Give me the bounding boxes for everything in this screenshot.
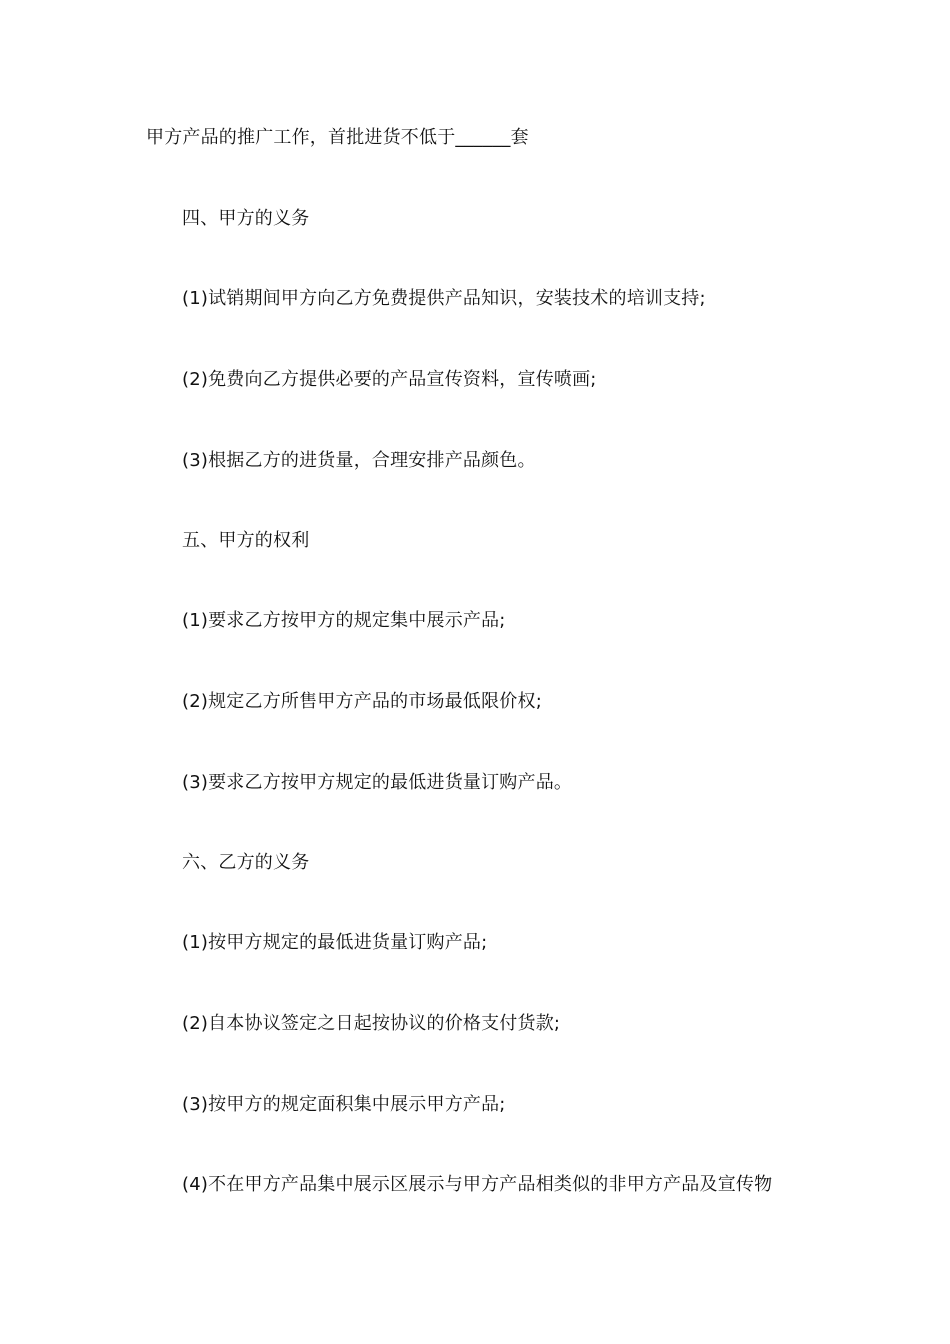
section-heading-party-a-obligations: 四、甲方的义务	[182, 208, 310, 229]
clause-b-obligation-1: (1)按甲方规定的最低进货量订购产品;	[182, 932, 488, 953]
section-heading-party-a-rights: 五、甲方的权利	[182, 530, 310, 551]
clause-a-right-2: (2)规定乙方所售甲方产品的市场最低限价权;	[182, 691, 542, 712]
clause-b-obligation-2: (2)自本协议签定之日起按协议的价格支付货款;	[182, 1013, 561, 1034]
clause-a-right-3: (3)要求乙方按甲方规定的最低进货量订购产品。	[182, 772, 573, 793]
clause-a-obligation-2: (2)免费向乙方提供必要的产品宣传资料，宣传喷画;	[182, 369, 597, 390]
clause-a-right-1: (1)要求乙方按甲方的规定集中展示产品;	[182, 610, 506, 631]
clause-b-obligation-4: (4)不在甲方产品集中展示区展示与甲方产品相类似的非甲方产品及宣传物	[182, 1174, 773, 1195]
section-heading-party-b-obligations: 六、乙方的义务	[182, 852, 310, 873]
clause-a-obligation-1: (1)试销期间甲方向乙方免费提供产品知识，安装技术的培训支持;	[182, 288, 706, 309]
continuation-line: 甲方产品的推广工作，首批进货不低于______套	[146, 127, 529, 148]
clause-b-obligation-3: (3)按甲方的规定面积集中展示甲方产品;	[182, 1094, 506, 1115]
clause-a-obligation-3: (3)根据乙方的进货量，合理安排产品颜色。	[182, 450, 536, 471]
